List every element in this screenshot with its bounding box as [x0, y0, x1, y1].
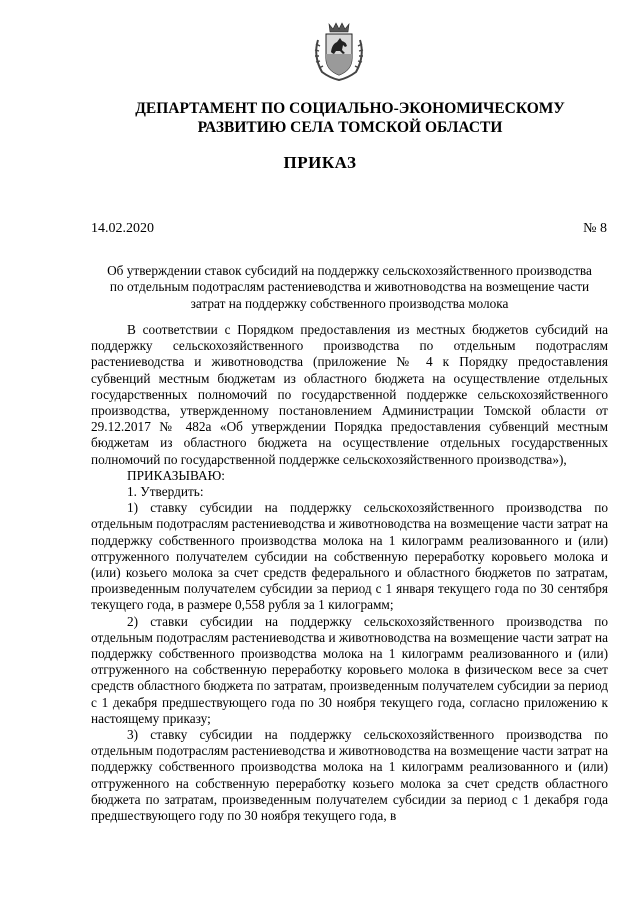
document-type: ПРИКАЗ	[283, 153, 357, 172]
department-line-1: ДЕПАРТАМЕНТ ПО СОЦИАЛЬНО-ЭКОНОМИЧЕСКОМУ	[135, 100, 565, 117]
item-1: 1. Утвердить:	[127, 484, 204, 500]
department-line-2: РАЗВИТИЮ СЕЛА ТОМСКОЙ ОБЛАСТИ	[197, 119, 503, 136]
document-body	[91, 322, 608, 824]
document-subject	[91, 263, 608, 312]
sub-item-2: 2) ставки субсидии на поддержку сельскохозяйственного производства по отдельным подотраслям растениеводства и животноводства на возмещение части затрат на поддержку собственного производства молока на 1 килограмм реализованного и (или) отгруженного на собственную переработку коровьего молока в физическом весе за счет средств областного бюджета по затратам, произведенным получателем субсидии за период с 1 декабря предшествующего года по 30 ноября текущего года, согласно приложению к настоящему приказу;	[91, 613, 608, 726]
order-word: ПРИКАЗЫВАЮ:	[127, 467, 225, 483]
preamble-paragraph: В соответствии с Порядком предоставления из местных бюджетов субсидий на поддержку сельскохозяйственного производства по отдельным подотраслям растениеводства и животноводства (приложение № 4 к Порядку предоставления субвенций местным бюджетам из областного бюджета на осуществление отдельных государственных полномочий по государственной поддержке сельскохозяйственного производства, утвержденному постановлением Администрации Томской области от 29.12.2017 № 482а «Об утверждении Порядка предоставления субвенций местным бюджетам из областного бюджета на осуществление отдельных государственных полномочий по государственной поддержке сельскохозяйственного производства»),	[91, 322, 608, 467]
document-date: 14.02.2020	[91, 221, 154, 236]
sub-item-3: 3) ставку субсидии на поддержку сельскохозяйственного производства по отдельным подотраслям растениеводства и животноводства на возмещение части затрат на поддержку собственного производства молока на 1 килограмм реализованного и (или) отгруженного на собственную переработку козьего молока за счет средств областного бюджета по затратам, произведенным получателем субсидии за период с 1 декабря года предшествующего году по 30 ноября текущего года, в	[91, 727, 608, 824]
department-name	[90, 99, 610, 137]
subject-line-1: Об утверждении ставок субсидий на поддержку сельскохозяйственного производства	[107, 263, 592, 278]
coat-of-arms-icon	[310, 20, 368, 82]
subject-line-2: по отдельным подотраслям растениеводства и животноводства на возмещение части	[109, 279, 590, 295]
document-number: № 8	[583, 221, 607, 236]
subject-line-3: затрат на поддержку собственного производства молока	[190, 295, 509, 311]
sub-item-1: 1) ставку субсидии на поддержку сельскохозяйственного производства по отдельным подотраслям растениеводства и животноводства на возмещение части затрат на поддержку собственного производства молока на 1 килограмм реализованного и (или) отгруженного получателем субсидии на собственную переработку коровьего молока и (или) козьего молока за счет средств федерального и областного бюджетов по затратам, произведенным получателем субсидии за период с 1 января текущего года по 30 сентября текущего года, в размере 0,558 рубля за 1 килограмм;	[91, 500, 608, 613]
